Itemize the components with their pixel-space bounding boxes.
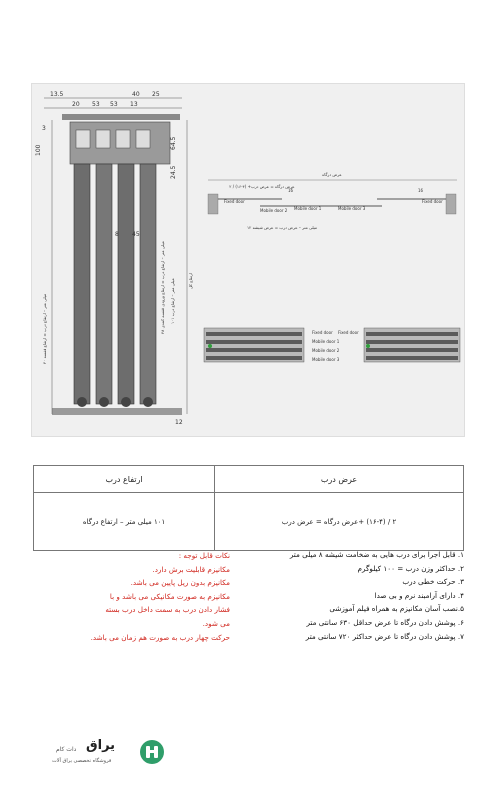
plan-dim-16-a: 16 [288, 188, 294, 193]
spec-table-header-row [34, 466, 464, 493]
dim-53b: 53 [110, 101, 118, 108]
feature-item: ۶. پوشش دادن درگاه تا عرض حداقل ۶۳۰ سانتی متر [306, 617, 464, 627]
drawing-svg [32, 84, 464, 436]
dim-13-5: 13.5 [50, 91, 64, 98]
ceiling [62, 114, 180, 120]
closed-fixed-left: Fixed door [312, 330, 333, 335]
plan-overlap: ۱۲ میلی متر – عرض درب = عرض شیشه [246, 225, 318, 230]
feature-item: ۴. دارای آرامبند نرم و بی صدا [374, 590, 464, 600]
door-panel-4 [140, 164, 156, 404]
features-list [236, 548, 464, 643]
height-formula: ۱۰۱ میلی متر – ارتفاع درگاه [34, 493, 215, 551]
note-item: می شود. [202, 618, 230, 628]
brand-tagline: فروشگاه تخصصی یراق آلات [52, 758, 112, 764]
brand-name: یراق [86, 738, 116, 753]
section-label-2: ۴۸ میلی متر – ارتفاع درب = ارتفاع ورودی قفسه کمدی [160, 241, 165, 334]
dim-20: 20 [72, 101, 80, 108]
section-label-4: ارتفاع کل [188, 273, 193, 289]
dim-13: 13 [130, 101, 138, 108]
feature-item: ۵.نصب آسان مکانیزم به همراه فیلم آموزشی [329, 604, 464, 614]
dim-24-5: 24.5 [170, 165, 177, 179]
spec-table [33, 465, 464, 551]
dim-45: 45 [132, 231, 140, 238]
brand-logo[interactable] [52, 734, 172, 774]
note-item: حرکت چهار درب به صورت هم زمان می باشد. [90, 632, 230, 642]
dim-8: 8 [115, 231, 119, 238]
plan-formula: ۲ / (۱۶-۴) +عرض درگاه = عرض درب [229, 184, 295, 189]
header-door-height: ارتفاع درب [34, 466, 215, 493]
dim-40: 40 [132, 91, 140, 98]
plan-mobile-2: Mobile door 2 [260, 208, 288, 213]
plan-fixed-right: Fixed door [422, 199, 443, 204]
closed-fixed-right: Fixed door [338, 330, 359, 335]
dim-64-5: 64.5 [170, 136, 177, 150]
plan-mobile-3: Mobile door 3 [338, 206, 366, 211]
door-panel-1 [74, 164, 90, 404]
plan-title: عرض درگاه [322, 172, 342, 177]
note-item: مکانیزم به صورت مکانیکی می باشد و با [109, 591, 230, 601]
plan-dim-16-b: 16 [418, 188, 424, 193]
dim-3: 3 [42, 125, 46, 132]
technical-drawing [31, 83, 465, 437]
section-label-3: ۱۰۱ میلی متر – ارتفاع درب [170, 278, 175, 324]
door-panel-2 [96, 164, 112, 404]
notes-list [34, 549, 230, 644]
feature-item: ۱. قابل اجرا برای درب هایی به ضخامت شیشه ۸ میلی متر [289, 550, 464, 559]
plan-view [208, 172, 457, 230]
feature-item: ۲. حداکثر وزن درب = ۱۰۰ کیلوگرم [357, 563, 464, 573]
brand-domain: دات کام [56, 746, 77, 753]
closed-m2: Mobile door 2 [312, 348, 340, 353]
feature-item: ۷. پوشش دادن درگاه تا عرض حداکثر ۷۲۰ سانتی متر [305, 631, 464, 641]
plan-mobile-1: Mobile door 1 [294, 206, 322, 211]
section-label-1: ۴۰ میلی متر – ارتفاع درب = ارتفاع قفسه [42, 293, 47, 364]
plan-fixed-left: Fixed door [224, 199, 245, 204]
closed-m3: Mobile door 3 [312, 357, 340, 362]
dim-100: 100 [35, 144, 42, 156]
dim-25: 25 [152, 91, 160, 98]
closed-m1: Mobile door 1 [312, 339, 340, 344]
notes-title: نکات قابل توجه : [178, 551, 230, 560]
closed-view [204, 328, 460, 362]
note-item: مکانیزم بدون ریل پایین می باشد. [130, 578, 230, 588]
section-view [35, 91, 193, 426]
floor [52, 408, 182, 415]
note-item: فشار دادن درب به سمت داخل درب بسته [105, 605, 230, 615]
dim-12: 12 [175, 419, 183, 426]
feature-item: ۳. حرکت خطی درب [402, 577, 464, 587]
door-panel-3 [118, 164, 134, 404]
note-item: مکانیزم قابلیت برش دارد. [152, 564, 230, 574]
header-door-width: عرض درب [215, 466, 464, 493]
dim-53: 53 [92, 101, 100, 108]
width-formula: ۲ / (۱۶-۴) +عرض درگاه = عرض درب [215, 493, 464, 551]
spec-table-row [34, 493, 464, 551]
